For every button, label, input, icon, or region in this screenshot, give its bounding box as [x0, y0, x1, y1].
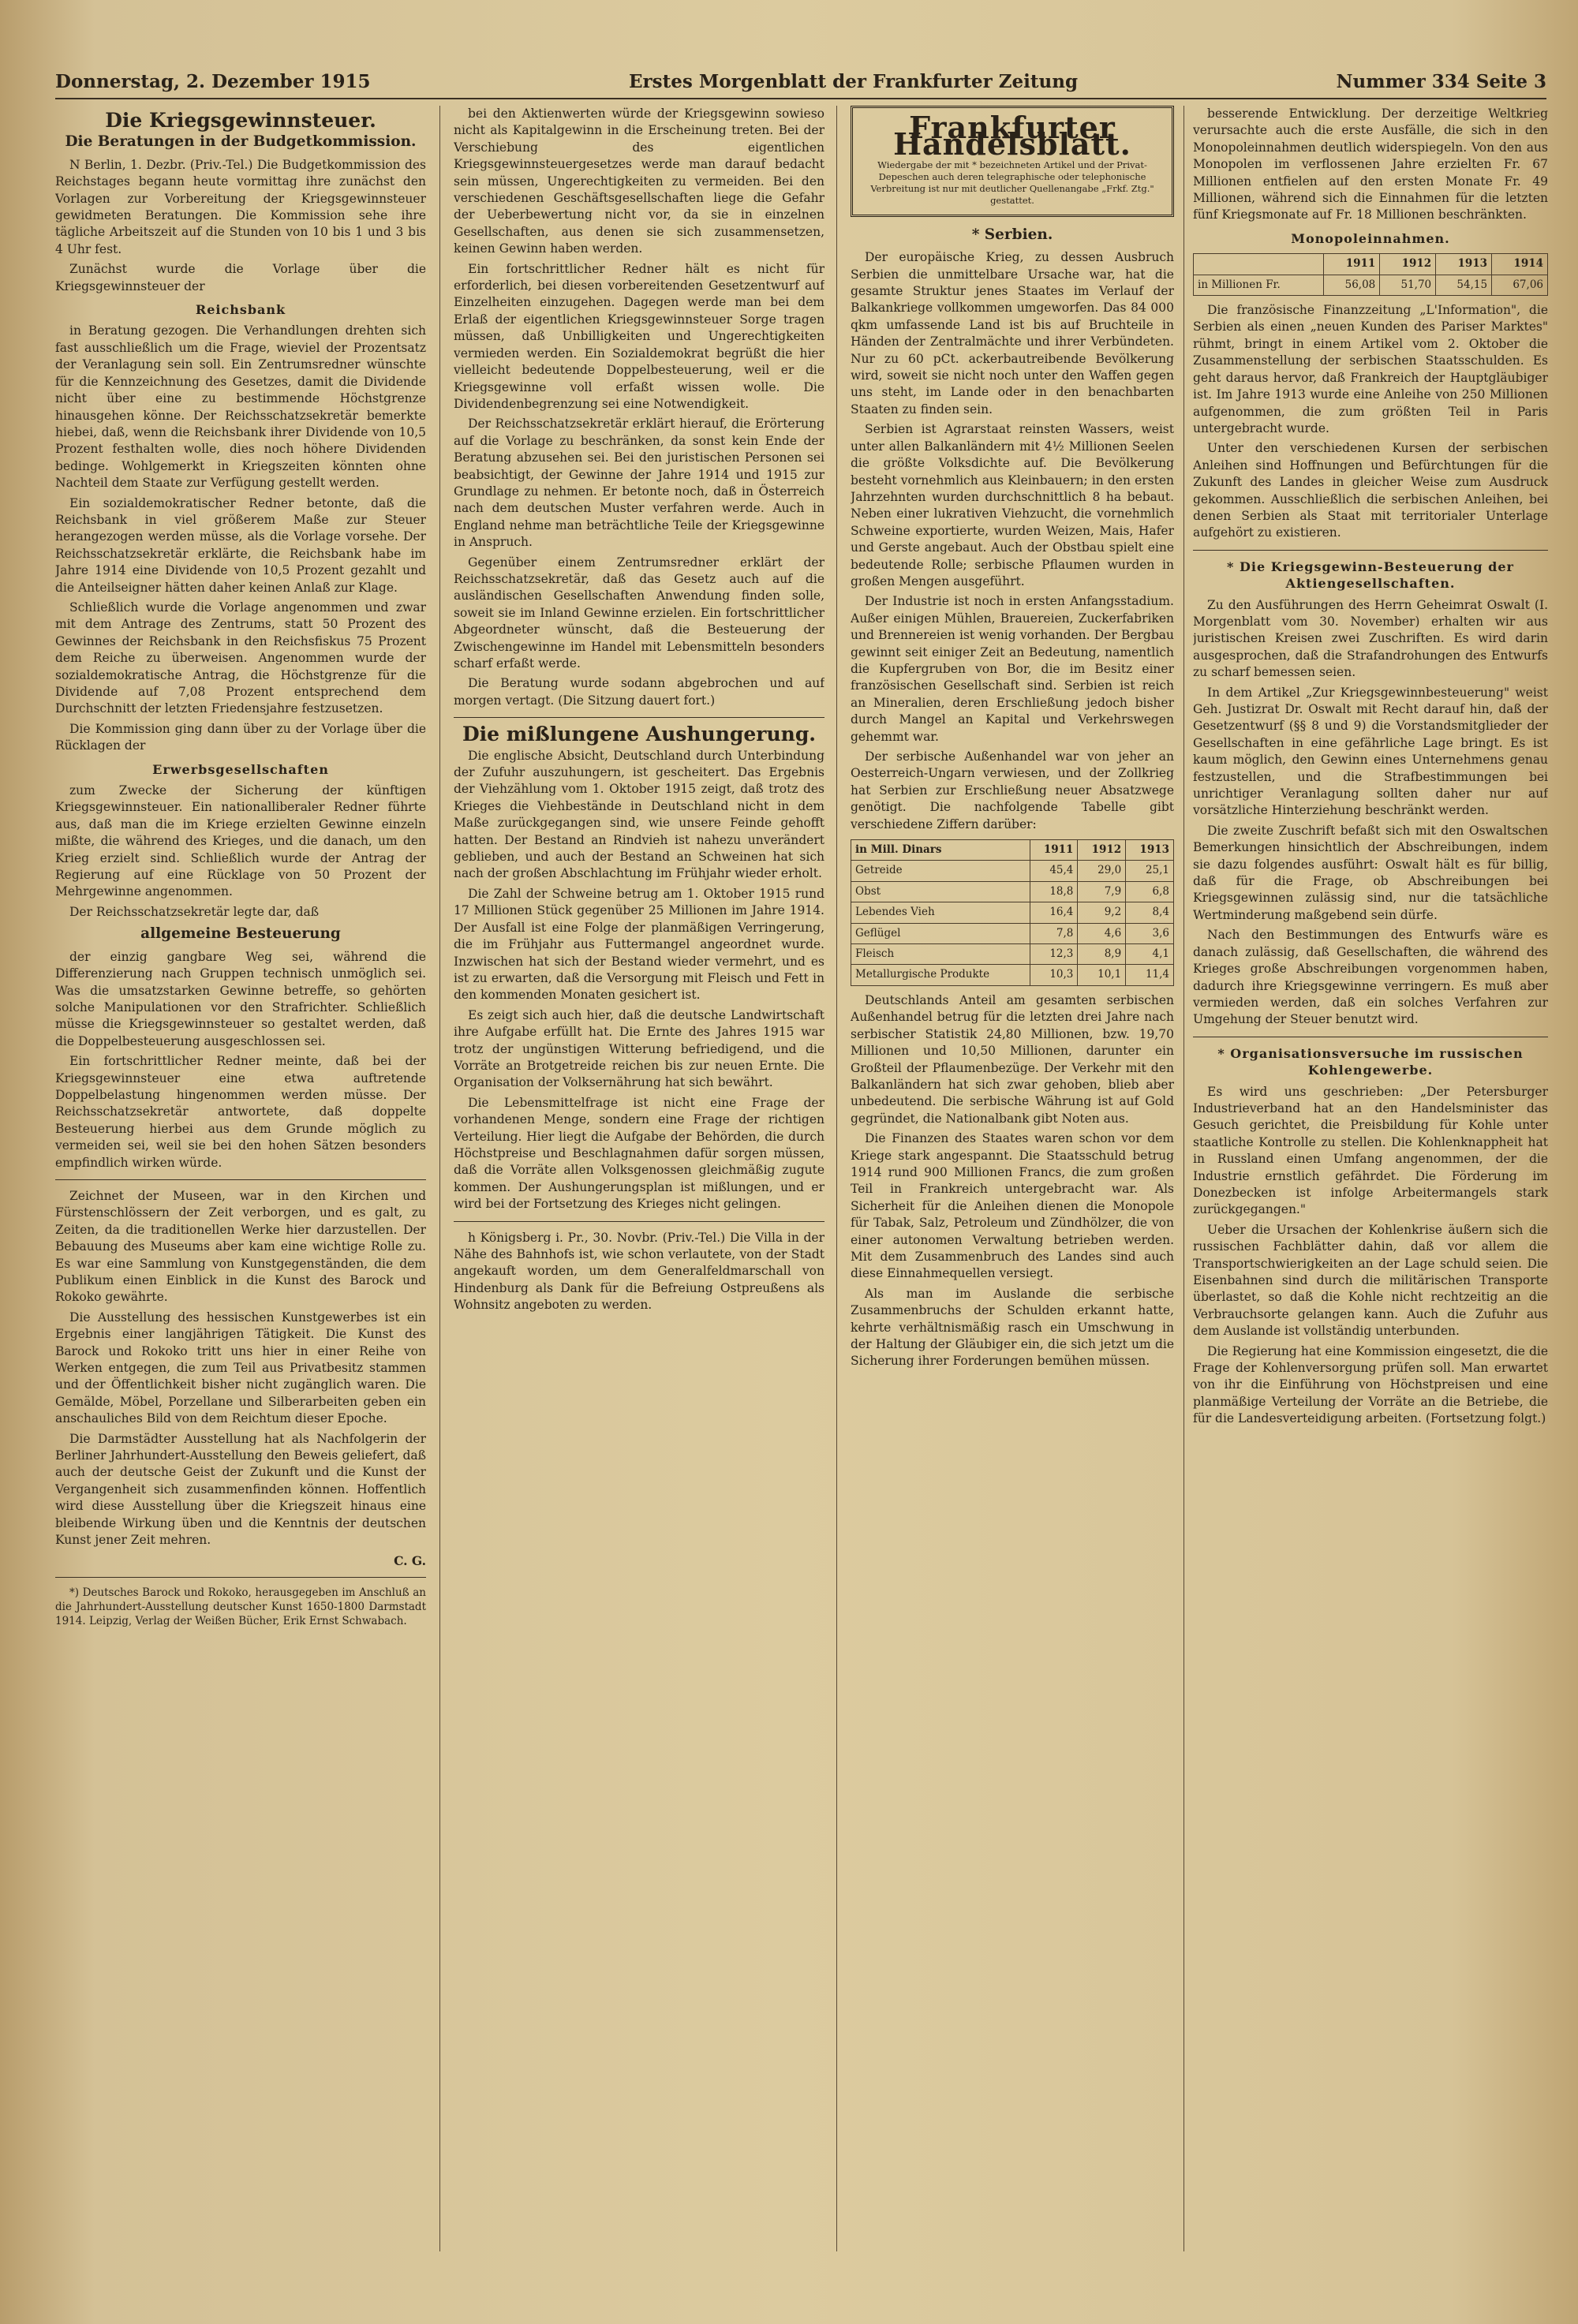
table-row — [1194, 275, 1548, 295]
table-cell: Geflügel — [851, 923, 1030, 943]
table-cell: 29,0 — [1078, 861, 1126, 881]
banner-title: Frankfurter Handelsblatt. — [893, 110, 1131, 163]
paragraph: Serbien ist Agrarstaat reinsten Wassers, weist unter allen Balkanländern mit 4½ Millionen Seelen die größte Volksdichte auf. Die Bevölkerung besteht vornehmlich aus Kleinbauern; in den ersten Jahrzehnten wurden durchschnittlich 8 ha bebaut. Neben einer lukrativen Viehzucht, die vornehmlich Schweine exportierte, wurden Weizen, Mais, Hafer und Gerste angebaut. Auch der Obstbau spielt eine bedeutende Rolle; serbische Pflaumen wurden in großen Mengen ausgeführt. — [851, 422, 1174, 588]
table-header: 1911 — [1324, 254, 1380, 275]
article-title: Die Kriegsgewinnsteuer. — [105, 109, 376, 132]
paragraph: Zunächst wurde die Vorlage über die Kriegsgewinnsteuer der — [55, 262, 426, 293]
table-title: Monopoleinnahmen. — [1291, 230, 1450, 246]
table-cell: 8,9 — [1078, 944, 1126, 965]
banner-note: Wiedergabe der mit * bezeichneten Artikel und der Privat-Depeschen auch deren telegraphische oder telephonische Verbreitung ist nur mit deutlicher Quellenangabe „Frkf. Ztg." gestattet. — [870, 159, 1154, 206]
table-row — [851, 944, 1174, 965]
paragraph: besserende Entwicklung. Der derzeitige Weltkrieg verursachte auch die erste Ausfälle, die sich in den Monopoleinnahmen deutlich widerspiegeln. Von den aus Monopolen im verflossenen Jahre erzielten Fr. 67 Millionen entfielen auf den ersten Monate Fr. 49 Millionen, während sich die Einnahmen für die letzten fünf Kriegsmonate auf Fr. 18 Millionen beschränkten. — [1193, 106, 1548, 222]
table-cell: 7,9 — [1078, 881, 1126, 902]
table-cell: 11,4 — [1126, 965, 1174, 985]
column-2 — [454, 106, 825, 2251]
table-cell: Metallurgische Produkte — [851, 965, 1030, 985]
issue-number: Nummer 334 Seite 3 — [1336, 70, 1546, 92]
article-title: Die mißlungene Aushungerung. — [462, 723, 817, 746]
paragraph: der einzig gangbare Weg sei, während die Differenzierung nach Gruppen technisch unmöglich sei. Was die umsatzstarken Gewinne betreffe, so gehörten solche Manipulationen vor den Strafrichter. Schließlich müsse die Kriegsgewinnsteuer so gestaltet werden, daß die Doppelbesteuerung ausgeschlossen sei. — [55, 949, 426, 1048]
paragraph: Die Regierung hat eine Kommission eingesetzt, die die Frage der Kohlenversorgung prüfen soll. Man erwartet von ihr die Einführung von Höchstpreisen und eine planmäßige Verteilung der Vorräte an die Betriebe, die für die Landesverteidigung arbeiten. (Fortsetzung folgt.) — [1193, 1343, 1548, 1426]
table-row — [851, 902, 1174, 923]
paragraph: Die Kommission ging dann über zu der Vorlage über die Rücklagen der — [55, 721, 426, 753]
table-cell: 25,1 — [1126, 861, 1174, 881]
paragraph: Der europäische Krieg, zu dessen Ausbruch Serbien die unmittelbare Ursache war, hat die gesamte Struktur jenes Staates im Verlauf der Balkankriege vollkommen umgeworfen. Das 84 000 qkm umfassende Land ist bis auf Bruchteile in Händen der Zentralmächte und ihrer Verbündeten. Nur zu 60 pCt. ackerbautreibende Bevölkerung wird, soweit sie nicht noch unter den Waffen gegen uns steht, im Lande oder in den benachbarten Staaten zu finden sein. — [851, 250, 1174, 417]
table-cell: 45,4 — [1030, 861, 1078, 881]
paragraph: Unter den verschiedenen Kursen der serbischen Anleihen sind Hoffnungen und Befürchtungen für die Zukunft des Landes in gleicher Weise zum Ausdruck gekommen. Ausschließlich die serbischen Anleihen, bei denen Serbien als Staat mit territorialer Unterlage aufgehört zu existieren. — [1193, 441, 1548, 540]
table-cell: Fleisch — [851, 944, 1030, 965]
table-cell: 18,8 — [1030, 881, 1078, 902]
section-heading: * Organisationsversuche im russischen Kohlengewerbe. — [1217, 1045, 1524, 1078]
paragraph: In dem Artikel „Zur Kriegsgewinnbesteuerung" weist Geh. Justizrat Dr. Oswalt mit Recht darauf hin, daß der Gesetzentwurf (§§ 8 und 9) die Vorstandsmitglieder der Gesellschaften in eine gefährliche Lage bringt. Es ist kaum möglich, den Gewinn eines Unternehmens genau festzustellen, und die Strafbestimmungen bei unrichtiger Veranlagung sollten daher nur auf vorsätzliche Hinterziehung beschränkt werden. — [1193, 685, 1548, 818]
section-banner — [851, 106, 1174, 217]
paragraph: Deutschlands Anteil am gesamten serbischen Außenhandel betrug für die letzten drei Jahre nach serbischer Statistik 24,80 Millionen, bzw. 19,70 Millionen und 10,50 Millionen, darunter ein Großteil der Pflaumenbezüge. Der Verkehr mit den Balkanländern hat sich zwar gehoben, blieb aber unbedeutend. Die serbische Währung ist auf Gold gegründet, die Nationalbank gibt Noten aus. — [851, 992, 1174, 1126]
table-row — [851, 923, 1174, 943]
paragraph: Gegenüber einem Zentrumsredner erklärt der Reichsschatzsekretär, daß das Gesetz auch auf die ausländischen Gesellschaften Anwendung finden solle, soweit sie im Inland Gewinne erzielen. Ein fortschrittlicher Abgeordneter wünscht, daß die Besteuerung der Zwischengewinne im Handel mit Lebensmitteln besonders scharf erfaßt werde. — [454, 555, 825, 671]
paragraph: Die französische Finanzzeitung „L'Information", die Serbien als einen „neuen Kunden des Pariser Marktes" rühmt, bringt in einem Artikel vom 2. Oktober die Zusammenstellung der serbischen Staatsschulden. Es geht daraus hervor, daß Frankreich der Hauptgläubiger ist. Im Jahre 1913 wurde eine Anleihe von 250 Millionen aufgenommen, die zum größten Teil in Paris untergebracht wurde. — [1193, 303, 1548, 435]
table-header — [1194, 254, 1324, 275]
paragraph: Der Reichsschatzsekretär erklärt hierauf, die Erörterung auf die Vorlage zu beschränken, da sonst kein Ende der Beratung abzusehen sei. Bei den juristischen Personen sei beabsichtigt, der Gewinne der Jahre 1914 und 1915 zur Grundlage zu nehmen. Er betonte noch, daß in Österreich nach dem deutschen Muster verfahren werde. Auch in England nehme man beträchtliche Teile der Kriegsgewinne in Anspruch. — [454, 417, 825, 550]
paragraph: Die zweite Zuschrift befaßt sich mit den Oswaltschen Bemerkungen hinsichtlich der Abschreibungen, indem sie dazu folgendes ausführt: Oswalt hält es für billig, daß für die Frage, ob Abschreibungen bei Kriegsgewinnen zulässig sind, nur die tatsächliche Wertminderung maßgebend sein dürfe. — [1193, 823, 1548, 922]
paragraph: Die Darmstädter Ausstellung hat als Nachfolgerin der Berliner Jahrhundert-Ausstellung den Beweis geliefert, daß auch der deutsche Geist der Zukunft und die Kunst der Vergangenheit sich zusammenfinden können. Hoffentlich wird diese Ausstellung über die Kriegszeit hinaus eine bleibende Wirkung üben und die Kenntnis der deutschen Kunst jener Zeit mehren. — [55, 1431, 426, 1548]
table-cell: in Millionen Fr. — [1194, 275, 1324, 295]
article-subtitle: Die Beratungen in der Budgetkommission. — [65, 133, 417, 151]
table-cell: Obst — [851, 881, 1030, 902]
column-3 — [851, 106, 1174, 2251]
section-heading: * Serbien. — [971, 226, 1053, 243]
signature: C. G. — [394, 1552, 426, 1568]
divider — [454, 1221, 825, 1222]
table-cell: 10,1 — [1078, 965, 1126, 985]
paragraph: Die Zahl der Schweine betrug am 1. Oktober 1915 rund 17 Millionen Stück gegenüber 25 Millionen im Jahre 1914. Der Ausfall ist eine Folge der planmäßigen Verringerung, die im Frühjahr aus Futtermangel angeordnet wurde. Inzwischen hat sich der Bestand wieder vermehrt, und es ist zu erwarten, daß die Versorgung mit Fleisch und Fett in den kommenden Monaten gesichert ist. — [454, 886, 825, 1003]
column-4 — [1193, 106, 1548, 2251]
table-header: 1913 — [1126, 840, 1174, 861]
table-header: 1913 — [1436, 254, 1492, 275]
masthead — [55, 65, 1546, 99]
paragraph: h Königsberg i. Pr., 30. Novbr. (Priv.-Tel.) Die Villa in der Nähe des Bahnhofs ist, wie schon verlautete, von der Stadt angekauft worden, um dem Generalfeldmarschall von Hindenburg als Dank für die Befreiung Ostpreußens als Wohnsitz angeboten zu werden. — [454, 1230, 825, 1313]
column-1 — [55, 106, 426, 2251]
divider — [1193, 550, 1548, 551]
table-cell: 54,15 — [1436, 275, 1492, 295]
paragraph: bei den Aktienwerten würde der Kriegsgewinn sowieso nicht als Kapitalgewinn in die Erscheinung treten. Bei der Verschiebung des eigentlichen Kriegsgewinnsteuergesetzes werde man darauf bedacht sein müssen, Ungerechtigkeiten zu vermeiden. Bei den verschiedenen Geschäftsgesellschaften liege die Gefahr der Ueberbewertung nicht vor, da sie in einzelnen Gesellschaften, aus denen sie sich zusammensetzen, keinen Gewinn haben werden. — [454, 106, 825, 256]
table-cell: 51,70 — [1380, 275, 1436, 295]
paragraph: Die englische Absicht, Deutschland durch Unterbindung der Zufuhr auszuhungern, ist gescheitert. Das Ergebnis der Viehzählung vom 1. Oktober 1915 zeigt, daß trotz des Krieges die Viehbestände in Deutschland nicht in dem Maße zurückgegangen sind, wie unsere Feinde gehofft hatten. Der Bestand an Rindvieh ist nahezu unverändert geblieben, und auch der Bestand an Schweinen hat sich nach der großen Abschlachtung im Frühjahr wieder erholt. — [454, 748, 825, 881]
paragraph: Der serbische Außenhandel war von jeher an Oesterreich-Ungarn verwiesen, und der Zollkrieg hat Serbien zur Erschließung neuer Absatzwege genötigt. Die nachfolgende Tabelle gibt verschiedene Ziffern darüber: — [851, 749, 1174, 831]
table-cell: 4,6 — [1078, 923, 1126, 943]
paragraph: Die Lebensmittelfrage ist nicht eine Frage der vorhandenen Menge, sondern eine Frage der richtigen Verteilung. Hier liegt die Aufgabe der Behörden, die durch Höchstpreise und Beschlagnahmen dafür sorgen müssen, daß die Vorräte allen Volksgenossen gleichmäßig zugute kommen. Der Aushungerungsplan ist mißlungen, und er wird bei der Fortsetzung des Krieges nicht gelingen. — [454, 1095, 825, 1212]
paragraph: Ein fortschrittlicher Redner meinte, daß bei der Kriegsgewinnsteuer eine etwa auftretende Doppelbelastung hingenommen werden müsse. Der Reichsschatzsekretär antwortete, daß doppelte Besteuerung hierbei aus dem Grunde möglich zu vermeiden sei, weil sie bei den hohen Sätzen besonders empfindlich wirken würde. — [55, 1054, 426, 1170]
divider — [55, 1179, 426, 1180]
table-header: 1912 — [1380, 254, 1436, 275]
table-cell: 9,2 — [1078, 902, 1126, 923]
paragraph: Ein sozialdemokratischer Redner betonte, daß die Reichsbank in viel größerem Maße zur Steuer herangezogen werden müsse, als die Vorlage vorsehe. Der Reichsschatzsekretär erklärte, die Reichsbank habe im Jahre 1914 eine Dividende von 10,5 Prozent gezahlt und die Anteilseigner hätten daher keinen Anlaß zur Klage. — [55, 495, 426, 595]
table-cell: 7,8 — [1030, 923, 1078, 943]
table-header-row — [1194, 254, 1548, 275]
table-header: in Mill. Dinars — [851, 840, 1030, 861]
table-header: 1912 — [1078, 840, 1126, 861]
section-heading: Reichsbank — [195, 302, 286, 318]
table-cell: 67,06 — [1492, 275, 1548, 295]
paragraph: Die Beratung wurde sodann abgebrochen und auf morgen vertagt. (Die Sitzung dauert fort.) — [454, 676, 825, 708]
table-header: 1911 — [1030, 840, 1078, 861]
paragraph: Die Finanzen des Staates waren schon vor dem Kriege stark angespannt. Die Staatsschuld betrug 1914 rund 900 Millionen Francs, die zum großen Teil in Frankreich untergebracht war. Als Sicherheit für die Anleihen dienen die Monopole für Tabak, Salz, Petroleum und Zündhölzer, die von einer autonomen Verwaltung betrieben werden. Mit dem Zusammenbruch des Landes sind auch diese Einnahmequellen versiegt. — [851, 1131, 1174, 1281]
paragraph: Ueber die Ursachen der Kohlenkrise äußern sich die russischen Fachblätter dahin, daß vor allem die Transportschwierigkeiten an der Lage schuld seien. Die Eisenbahnen sind durch die militärischen Transporte überlastet, so daß die Kohle nicht rechtzeitig an die Verbrauchsorte gelangen kann. Auch die Zufuhr aus dem Auslande ist vollständig unterbunden. — [1193, 1222, 1548, 1339]
table-header-row — [851, 840, 1174, 861]
paragraph: in Beratung gezogen. Die Verhandlungen drehten sich fast ausschließlich um die Frage, wieviel der Prozentsatz der Veranlagung sein soll. Ein Zentrumsredner wünschte für die Kennzeichnung des Gesetzes, damit die Dividende nicht über eine zu bestimmende Höchstgrenze hinausgehen könne. Der Reichsschatzsekretär bemerkte hiebei, daß, wenn die Reichsbank ihrer Dividende von 10,5 Prozent festhalten wolle, dies noch höhere Dividenden bedinge. Wohlgemerkt in Kriegszeiten könnten ohne Nachteil dem Staate zur Verfügung gestellt werden. — [55, 323, 426, 491]
divider — [454, 717, 825, 718]
paragraph: Es wird uns geschrieben: „Der Petersburger Industrieverband hat an den Handelsminister das Gesuch gerichtet, die Preisbildung für Kohle unter staatliche Kontrolle zu stellen. Die Kohlenknappheit hat in Russland einen Umfang angenommen, der die Industrie ernstlich gefährdet. Die Förderung im Donezbecken ist infolge Arbeitermangels stark zurückgegangen." — [1193, 1084, 1548, 1217]
table-row — [851, 861, 1174, 881]
export-table — [851, 839, 1174, 986]
table-cell: 4,1 — [1126, 944, 1174, 965]
paragraph: Schließlich wurde die Vorlage angenommen und zwar mit dem Antrage des Zentrums, statt 50 Prozent des Gewinnes der Reichsbank in den Reichsfiskus 75 Prozent dem Reiche zu überweisen. Angenommen wurde der sozialdemokratische Antrag, die Höchstgrenze für die Dividende auf 7,08 Prozent entsprechend dem Durchschnitt der letzten Friedensjahre festzusetzen. — [55, 600, 426, 716]
table-cell: 10,3 — [1030, 965, 1078, 985]
table-cell: 8,4 — [1126, 902, 1174, 923]
table-header: 1914 — [1492, 254, 1548, 275]
paragraph: Es zeigt sich auch hier, daß die deutsche Landwirtschaft ihre Aufgabe erfüllt hat. Die Ernte des Jahres 1915 war trotz der ungünstigen Witterung befriedigend, und die Vorräte an Brotgetreide reichen bis zur neuen Ernte. Die Organisation der Volksernährung hat sich bewährt. — [454, 1007, 825, 1090]
table-cell: 6,8 — [1126, 881, 1174, 902]
table-row — [851, 881, 1174, 902]
table-cell: 12,3 — [1030, 944, 1078, 965]
paragraph: Zu den Ausführungen des Herrn Geheimrat Oswalt (I. Morgenblatt vom 30. November) erhalten wir aus juristischen Kreisen zwei Zuschriften. Es wird darin ausgesprochen, daß die Strafandrohungen des Entwurfs zu scharf bemessen seien. — [1193, 597, 1548, 680]
column-rule — [836, 106, 837, 2251]
footnote: *) Deutsches Barock und Rokoko, herausgegeben im Anschluß an die Jahrhundert-Ausstellung deutscher Kunst 1650-1800 Darmstadt 1914. Leipzig, Verlag der Weißen Bücher, Erik Ernst Schwabach. — [55, 1586, 426, 1627]
section-heading: Erwerbsgesellschaften — [152, 761, 329, 777]
table-cell: 56,08 — [1324, 275, 1380, 295]
paragraph: N Berlin, 1. Dezbr. (Priv.-Tel.) Die Budgetkommission des Reichstages begann heute vormittag ihre zunächst den Vorlagen zur Vorbereitung der Kriegsgewinnsteuer gewidmeten Beratungen. Die Kommission sehe ihre tägliche Arbeitszeit auf die Stunden von 10 bis 1 und 3 bis 4 Uhr fest. — [55, 157, 426, 256]
table-cell: Getreide — [851, 861, 1030, 881]
paragraph: Der Industrie ist noch in ersten Anfangsstadium. Außer einigen Mühlen, Brauereien, Zuckerfabriken und Brennereien ist wenig vorhanden. Der Bergbau gewinnt seit einiger Zeit an Bedeutung, namentlich die Kupfergruben von Bor, die im Besitz einer französischen Gesellschaft sind. Serbien ist reich an Mineralien, deren Erschließung jedoch bisher durch Mangel an Kapital und Verkehrswegen gehemmt war. — [851, 594, 1174, 744]
issue-date: Donnerstag, 2. Dezember 1915 — [55, 70, 371, 92]
table-cell: 16,4 — [1030, 902, 1078, 923]
paragraph: Zeichnet der Museen, war in den Kirchen und Fürstenschlössern der Zeit verborgen, und es galt, zu Zeiten, da die traditionellen Werke hier darzustellen. Der Bebauung des Museums aber kam eine wichtige Rolle zu. Es war eine Sammlung von Kunstgegenständen, die dem Publikum einen Einblick in die Kunst des Barock und Rokoko gewährte. — [55, 1188, 426, 1305]
divider — [55, 1577, 426, 1578]
paragraph: Die Ausstellung des hessischen Kunstgewerbes ist ein Ergebnis einer langjährigen Tätigkeit. Die Kunst des Barock und Rokoko tritt uns hier in einer Reihe von Werken entgegen, die zum Teil aus Privatbesitz stammen und der Öffentlichkeit bisher nicht zugänglich waren. Die Gemälde, Möbel, Porzellane und Silberarbeiten geben ein anschauliches Bild von dem Reichtum dieser Epoche. — [55, 1310, 426, 1426]
paper-name: Erstes Morgenblatt der Frankfurter Zeitung — [629, 70, 1079, 92]
paragraph: Nach den Bestimmungen des Entwurfs wäre es danach zulässig, daß Gesellschaften, die während des Krieges große Abschreibungen vorgenommen haben, dadurch ihre Kriegsgewinne verringern. Es muß aber vermieden werden, daß ein solches Verfahren zur Umgehung der Steuer benutzt wird. — [1193, 928, 1548, 1027]
paragraph: Als man im Auslande die serbische Zusammenbruchs der Schulden erkannt hatte, kehrte verhältnismäßig rasch ein Umschwung in der Haltung der Gläubiger ein, die sich jetzt um die Sicherung ihrer Forderungen bemühen müssen. — [851, 1286, 1174, 1369]
monopoly-table — [1193, 253, 1548, 296]
paragraph: zum Zwecke der Sicherung der künftigen Kriegsgewinnsteuer. Ein nationalliberaler Redner führte aus, daß man die im Kriege erzielten Gewinne einzeln mißte, die während des Krieges, und die danach, um den Krieg erzielt sind. Schließlich wurde der Antrag der Regierung auf eine Rücklage von 50 Prozent der Mehrgewinne angenommen. — [55, 783, 426, 899]
section-heading: * Die Kriegsgewinn-Besteuerung der Aktiengesellschaften. — [1227, 559, 1514, 592]
paragraph: Der Reichsschatzsekretär legte dar, daß — [69, 904, 320, 919]
table-cell: 3,6 — [1126, 923, 1174, 943]
table-cell: Lebendes Vieh — [851, 902, 1030, 923]
table-row — [851, 965, 1174, 985]
paragraph: Ein fortschrittlicher Redner hält es nicht für erforderlich, bei diesen vorbereitenden Gesetzentwurf auf Einzelheiten einzugehen. Dagegen werde man bei dem Erlaß der eigentlichen Kriegsgewinnsteuer Sorge tragen müssen, daß Unbilligkeiten und Ungerechtigkeiten vermieden werden. Ein Sozialdemokrat begrüßt die hier vielleicht bedeutende Doppelbesteuerung, weil er die Kriegsgewinne voll erfaßt wissen wolle. Die Dividendenbegrenzung sei eine Notwendigkeit. — [454, 261, 825, 411]
column-rule — [439, 106, 440, 2251]
section-heading: allgemeine Besteuerung — [140, 925, 341, 943]
